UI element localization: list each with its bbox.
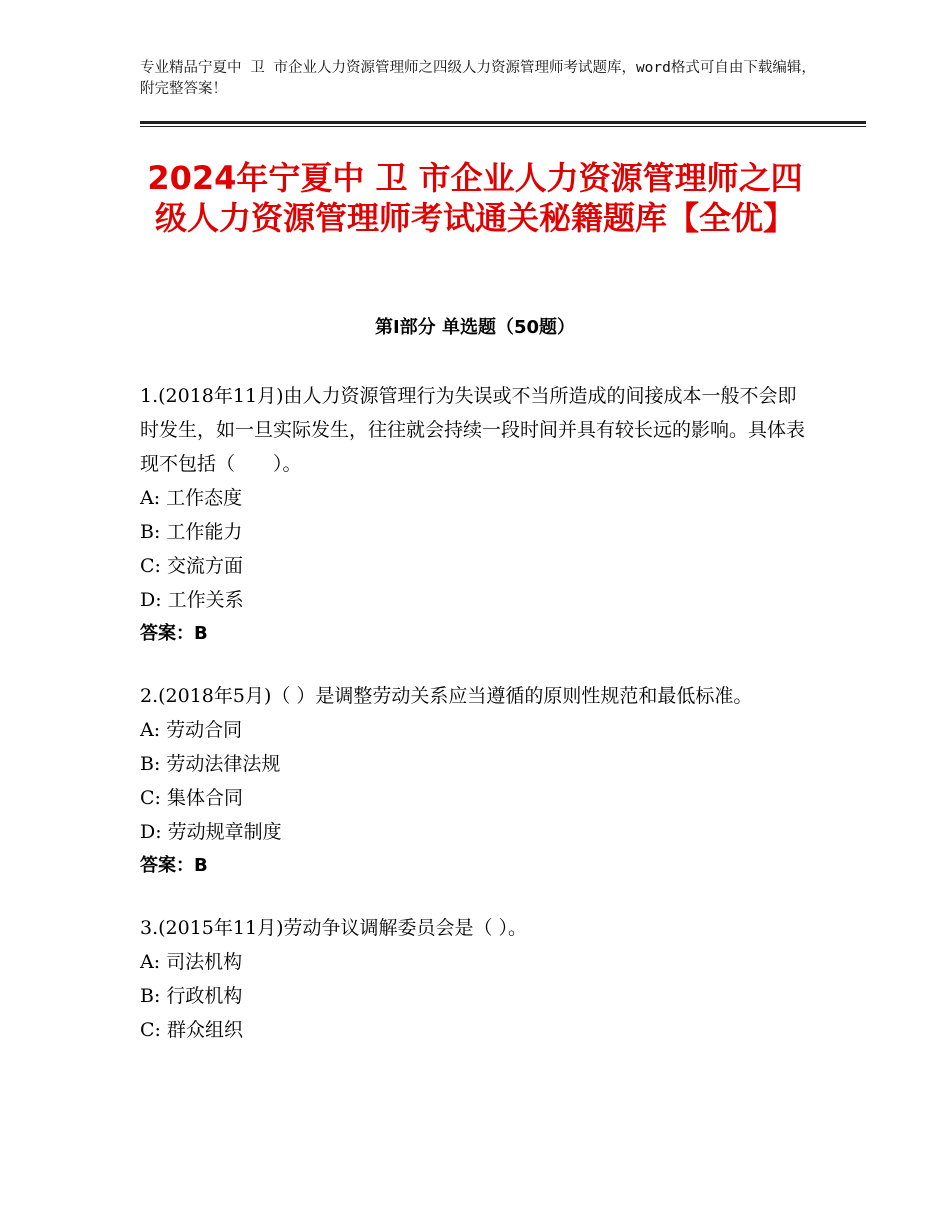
option-c: C: 集体合同 — [140, 787, 243, 809]
option-d: D: 劳动规章制度 — [140, 821, 282, 843]
option-c: C: 群众组织 — [140, 1019, 243, 1041]
section-title: 第Ⅰ部分 单选题（50题） — [374, 317, 575, 338]
header-divider-thin — [140, 126, 866, 127]
question-3 — [140, 911, 810, 1047]
option-b: B: 工作能力 — [140, 521, 243, 543]
header-divider-thick — [140, 121, 866, 124]
question-1 — [140, 379, 810, 651]
answer-line: 答案：B — [140, 623, 208, 644]
option-a: A: 司法机构 — [140, 951, 243, 973]
option-a: A: 劳动合同 — [140, 719, 243, 741]
question-text: 3.(2015年11月)劳动争议调解委员会是（ ）。 — [140, 917, 528, 939]
option-b: B: 劳动法律法规 — [140, 753, 281, 775]
question-2 — [140, 679, 810, 883]
question-text: 2.(2018年5月)（ ）是调整劳动关系应当遵循的原则性规范和最低标准。 — [140, 685, 753, 707]
header-note: 专业精品宁夏中 卫 市企业人力资源管理师之四级人力资源管理师考试题库，word格式可自由下载编辑，附完整答案！ — [140, 60, 816, 97]
question-list — [140, 379, 810, 1075]
option-b: B: 行政机构 — [140, 985, 243, 1007]
document-title: 2024年宁夏中 卫 市企业人力资源管理师之四级人力资源管理师考试通关秘籍题库【全优】 — [147, 159, 803, 237]
answer-line: 答案：B — [140, 855, 208, 876]
question-text: 1.(2018年11月)由人力资源管理行为失误或不当所造成的间接成本一般不会即时发生，如一旦实际发生，往往就会持续一段时间并具有较长远的影响。具体表现不包括（ ）。 — [140, 385, 806, 475]
option-c: C: 交流方面 — [140, 555, 243, 577]
option-d: D: 工作关系 — [140, 589, 244, 611]
option-a: A: 工作态度 — [140, 487, 243, 509]
